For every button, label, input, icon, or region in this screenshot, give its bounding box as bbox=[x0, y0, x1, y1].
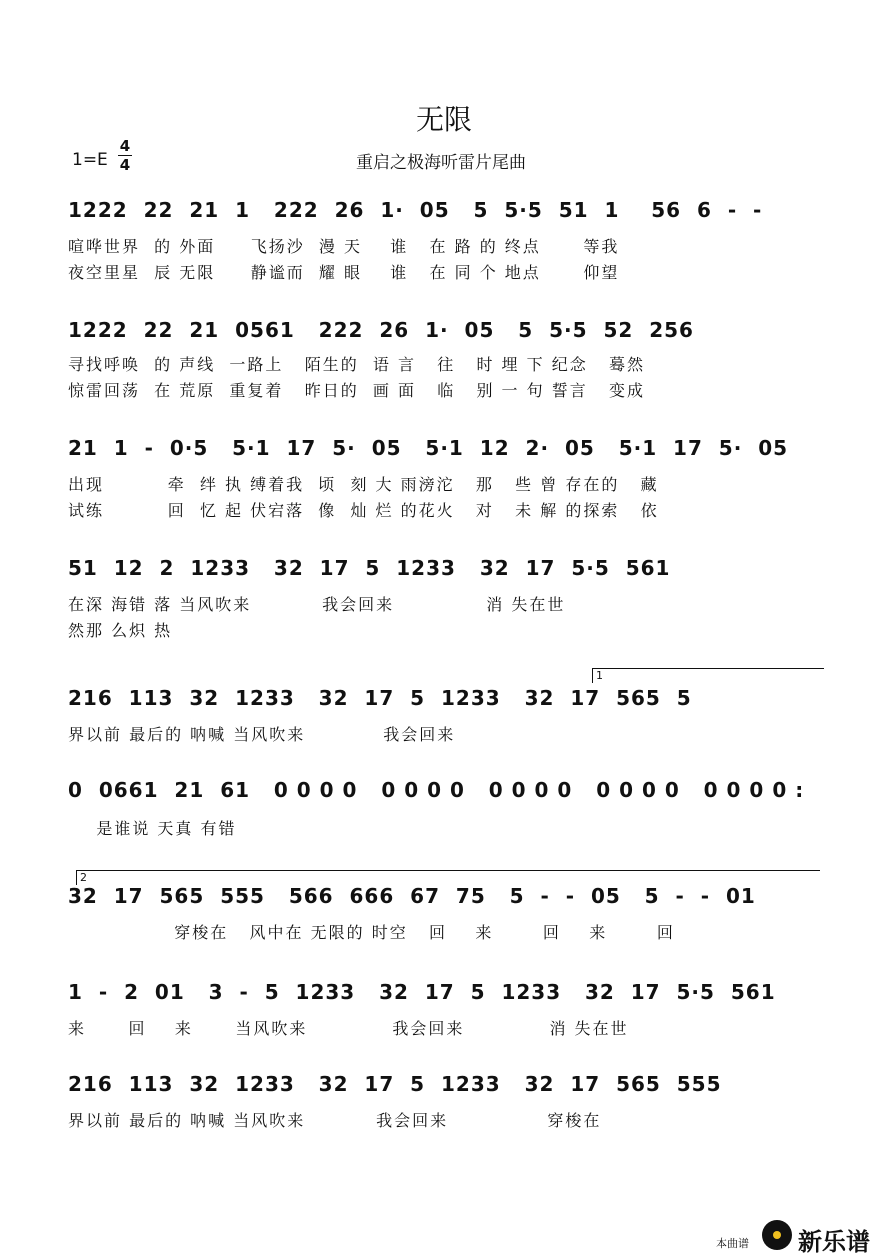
notes-line: 1 - 2 01 3 - 5 1233 32 17 5 1233 32 17 5·5 561 bbox=[68, 980, 776, 1004]
lyric-line: 是谁说 天真 有错 bbox=[68, 819, 237, 838]
song-title: 无限 bbox=[415, 103, 472, 136]
lyric-line: 界以前 最后的 呐喊 当风吹来 我会回来 穿梭在 bbox=[68, 1111, 602, 1130]
notes-line: 21 1 - 0·5 5·1 17 5· 05 5·1 12 2· 05 5·1 17 5· 05 bbox=[68, 436, 789, 460]
volta-1: 1 bbox=[592, 668, 824, 683]
lyric-line: 出现 牵 绊 执 缚着我 顷 刻 大 雨滂沱 那 些 曾 存在的 藏 bbox=[68, 475, 659, 494]
time-signature-bottom: 4 bbox=[119, 156, 131, 174]
time-signature bbox=[118, 138, 132, 173]
key-signature: 1=E bbox=[72, 150, 108, 170]
lyric-line: 试练 回 忆 起 伏宕落 像 灿 烂 的花火 对 未 解 的探索 依 bbox=[68, 501, 659, 520]
song-subtitle: 重启之极海听雷片尾曲 bbox=[356, 153, 526, 173]
vinyl-logo-icon bbox=[762, 1220, 792, 1250]
notes-line: 216 113 32 1233 32 17 5 1233 32 17 565 555 bbox=[68, 1072, 722, 1096]
lyric-line: 寻找呼唤 的 声线 一路上 陌生的 语 言 往 时 埋 下 纪念 蓦然 bbox=[68, 355, 645, 374]
footer-label: 本曲谱 bbox=[716, 1237, 749, 1250]
notes-line: 0 0661 21 61 0 0 0 0 0 0 0 0 0 0 0 0 0 0 0 0 0 0 0 0 : bbox=[68, 778, 805, 802]
lyric-line: 惊雷回荡 在 荒原 重复着 昨日的 画 面 临 别 一 句 誓言 变成 bbox=[68, 381, 645, 400]
lyric-line: 在深 海错 落 当风吹来 我会回来 消 失在世 bbox=[68, 595, 566, 614]
lyric-line: 夜空里星 辰 无限 静谧而 耀 眼 谁 在 同 个 地点 仰望 bbox=[68, 263, 620, 282]
notes-line: 216 113 32 1233 32 17 5 1233 32 17 565 5 bbox=[68, 686, 692, 710]
notes-line: 1222 22 21 0561 222 26 1· 05 5 5·5 52 256 bbox=[68, 318, 694, 342]
lyric-line: 界以前 最后的 呐喊 当风吹来 我会回来 bbox=[68, 725, 456, 744]
lyric-line: 来 回 来 当风吹来 我会回来 消 失在世 bbox=[68, 1019, 629, 1038]
time-signature-top: 4 bbox=[119, 137, 131, 155]
notes-line: 51 12 2 1233 32 17 5 1233 32 17 5·5 561 bbox=[68, 556, 671, 580]
volta-2: 2 bbox=[76, 870, 820, 885]
footer-brand: 新乐谱 bbox=[798, 1228, 870, 1256]
lyric-line: 然那 么炽 热 bbox=[68, 621, 173, 640]
notes-line: 32 17 565 555 566 666 67 75 5 - - 05 5 - - 01 bbox=[68, 884, 756, 908]
lyric-line: 喧哗世界 的 外面 飞扬沙 漫 天 谁 在 路 的 终点 等我 bbox=[68, 237, 620, 256]
lyric-line: 穿梭在 风中在 无限的 时空 回 来 回 来 回 bbox=[68, 923, 675, 942]
notes-line: 1222 22 21 1 222 26 1· 05 5 5·5 51 1 56 6 - - bbox=[68, 198, 763, 222]
